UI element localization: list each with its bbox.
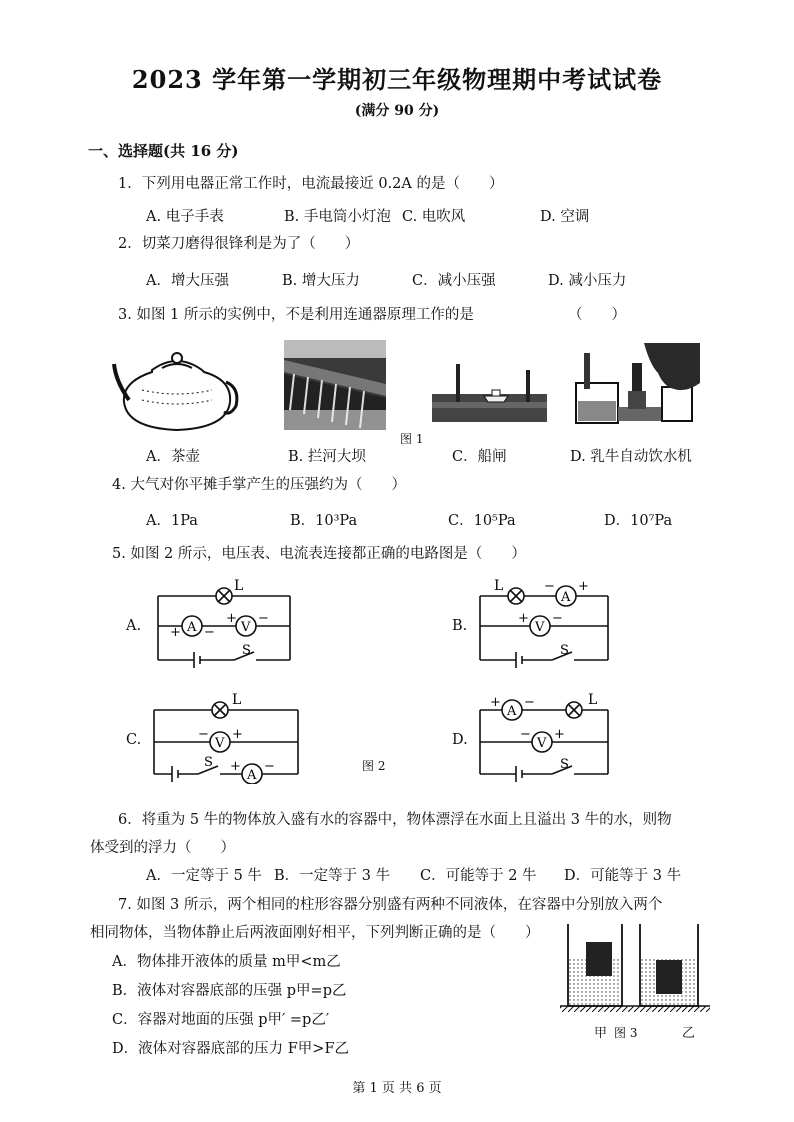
switch-label: S: [560, 643, 569, 658]
switch-label: S: [560, 757, 569, 772]
circuit-d: [476, 688, 616, 784]
question-1: 1．下列用电器正常工作时，电流最接近 0.2A 的是（ ）: [118, 176, 504, 192]
figure-3-right-label: 乙: [682, 1026, 696, 1041]
minus-sign: −: [204, 625, 215, 640]
voltmeter-symbol: V: [535, 620, 545, 635]
ammeter-symbol: A: [247, 768, 257, 783]
page-title: 2023 学年第一学期初三年级物理期中考试试卷: [131, 65, 663, 94]
question-7-line1: 7. 如图 3 所示，两个相同的柱形容器分别盛有两种不同液体，在容器中分别放入两个: [118, 897, 663, 913]
q3-option-b: B. 拦河大坝: [288, 449, 366, 465]
q6-option-d: D．可能等于 3 牛: [564, 868, 682, 884]
q5-option-c: C.: [126, 732, 142, 748]
figure-2-label: 图 2: [362, 759, 386, 773]
q3-option-a: A．茶壶: [146, 449, 200, 465]
minus-sign: −: [198, 727, 209, 742]
q2-option-b: B. 增大压力: [282, 273, 360, 289]
voltmeter-symbol: V: [241, 620, 251, 635]
plus-sign: +: [226, 611, 237, 626]
q7-option-b: B．液体对容器底部的压强 p甲=p乙: [112, 983, 347, 999]
q7-option-c: C．容器对地面的压强 p甲′ =p乙′: [112, 1012, 330, 1028]
switch-label: S: [204, 755, 213, 770]
voltmeter-symbol: V: [537, 736, 547, 751]
plus-sign: +: [578, 579, 589, 594]
lamp-label: L: [232, 692, 242, 708]
figure-3-left-label: 甲: [594, 1026, 608, 1041]
q1-option-d: D. 空调: [540, 209, 590, 225]
question-6-line2: 体受到的浮力（ ）: [90, 840, 235, 856]
lamp-label: L: [494, 578, 504, 594]
minus-sign: −: [544, 579, 555, 594]
q6-option-c: C．可能等于 2 牛: [420, 868, 537, 884]
q3-option-c: C．船闸: [452, 449, 507, 465]
lamp-label: L: [234, 578, 244, 594]
ammeter-symbol: A: [507, 704, 517, 719]
q1-option-a: A. 电子手表: [146, 209, 224, 225]
dam-photo: [284, 340, 386, 430]
figure-1-label: 图 1: [400, 432, 424, 446]
switch-label: S: [242, 643, 251, 658]
minus-sign: −: [520, 727, 531, 742]
q6-option-b: B．一定等于 3 牛: [274, 868, 391, 884]
page-number: 第 1 页 共 6 页: [352, 1081, 442, 1096]
section-heading: 一、选择题(共 16 分): [88, 142, 239, 160]
q5-option-a: A.: [126, 618, 142, 634]
plus-sign: +: [232, 727, 243, 742]
q1-option-b: B. 手电筒小灯泡: [284, 209, 391, 225]
plus-sign: +: [490, 695, 501, 710]
minus-sign: −: [552, 611, 563, 626]
q7-option-d: D．液体对容器底部的压力 F甲>F乙: [112, 1041, 350, 1057]
lamp-label: L: [588, 692, 598, 708]
plus-sign: +: [554, 727, 565, 742]
circuit-a: [150, 576, 300, 668]
q2-option-a: A．增大压强: [146, 273, 229, 289]
question-7-line2: 相同物体，当物体静止后两液面刚好相平，下列判断正确的是（ ）: [90, 925, 540, 941]
q4-option-b: B．10³Pa: [290, 513, 358, 529]
teapot-figure: [112, 342, 242, 437]
q4-option-a: A．1Pa: [146, 513, 198, 529]
q2-option-c: C．减小压强: [412, 273, 496, 289]
cow-drinker-figure: [574, 343, 700, 433]
ship-lock-figure: [432, 352, 547, 422]
circuit-c: [150, 688, 310, 784]
plus-sign: +: [518, 611, 529, 626]
minus-sign: −: [258, 611, 269, 626]
ammeter-symbol: A: [561, 590, 571, 605]
q7-option-a: A．物体排开液体的质量 m甲<m乙: [112, 954, 341, 970]
q4-option-c: C．10⁵Pa: [448, 513, 516, 529]
circuit-b: [476, 576, 616, 668]
minus-sign: −: [264, 759, 275, 774]
q5-option-b: B.: [452, 618, 468, 634]
question-5: 5. 如图 2 所示，电压表、电流表连接都正确的电路图是（ ）: [112, 546, 526, 562]
plus-sign: +: [230, 759, 241, 774]
figure-3-containers: [556, 922, 716, 1014]
voltmeter-symbol: V: [215, 736, 225, 751]
ammeter-symbol: A: [187, 620, 197, 635]
question-2: 2．切菜刀磨得很锋利是为了（ ）: [118, 236, 360, 252]
question-4: 4. 大气对你平摊手掌产生的压强约为（ ）: [112, 477, 406, 493]
q4-option-d: D．10⁷Pa: [604, 513, 673, 529]
q3-option-d: D. 乳牛自动饮水机: [570, 449, 692, 465]
q5-option-d: D.: [452, 732, 468, 748]
plus-sign: +: [170, 625, 181, 640]
q2-option-d: D. 减小压力: [548, 273, 627, 289]
q1-option-c: C. 电吹风: [402, 209, 466, 225]
figure-3-label: 图 3: [614, 1026, 638, 1040]
q6-option-a: A．一定等于 5 牛: [146, 868, 262, 884]
page-subtitle: (满分 90 分): [354, 103, 440, 119]
q3-answer-bracket: （ ）: [568, 307, 626, 323]
minus-sign: −: [524, 695, 535, 710]
question-6-line1: 6．将重为 5 牛的物体放入盛有水的容器中，物体漂浮在水面上且溢出 3 牛的水，则物: [118, 812, 672, 828]
question-3: 3. 如图 1 所示的实例中，不是利用连通器原理工作的是: [118, 307, 474, 323]
